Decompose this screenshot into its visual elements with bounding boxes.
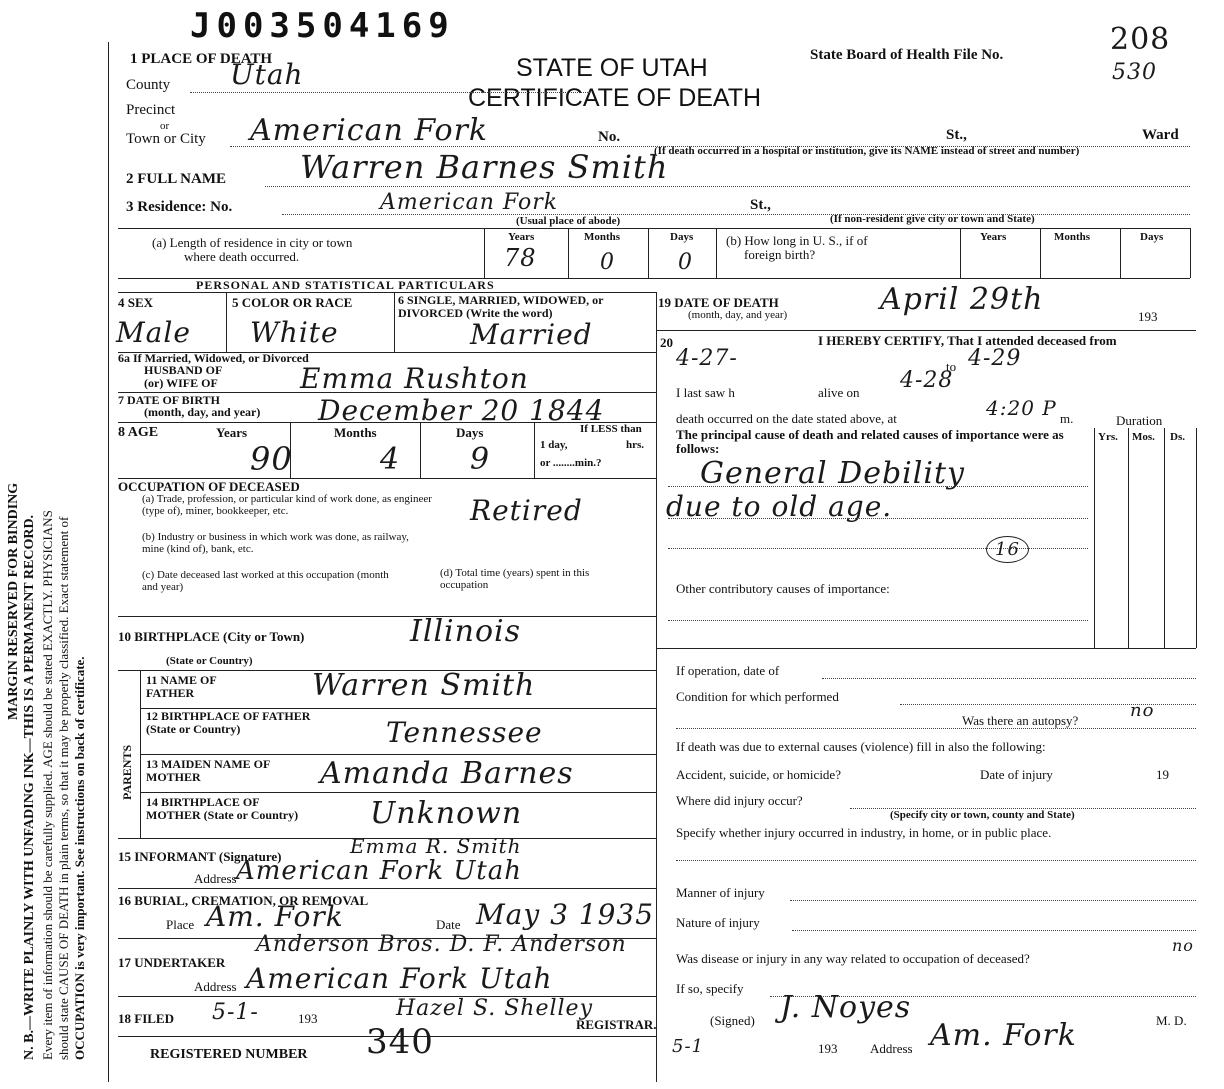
res-col3 — [648, 228, 649, 278]
mother-bp-label: 14 BIRTHPLACE OF MOTHER (State or Country) — [146, 795, 299, 822]
filed-year: 193 — [298, 1011, 318, 1026]
ward-label: Ward — [1142, 127, 1179, 143]
informant-label: 15 INFORMANT (Signature) — [118, 849, 282, 864]
us-days-label: Days — [1140, 231, 1164, 243]
dod-label: 19 DATE OF DEATH — [658, 295, 779, 310]
no-label: No. — [598, 129, 621, 145]
age-col1 — [290, 422, 291, 478]
related-value: no — [1172, 936, 1194, 955]
m-label: m. — [1060, 411, 1074, 426]
informant-addr-label: Address — [194, 871, 237, 886]
op-line — [822, 678, 1196, 679]
file-no: 208 — [1110, 22, 1171, 57]
spouse-l1: 6a If Married, Widowed, or Divorced — [118, 351, 309, 365]
informant-value: Emma R. Smith — [350, 834, 522, 858]
birthplace-state: (State or Country) — [166, 655, 253, 667]
age-days-label: Days — [456, 425, 484, 440]
us-col2 — [1040, 228, 1041, 278]
margin-line1: N. B.—WRITE PLAINLY WITH UNFADING INK—THIS IS A PERMANENT RECORD. — [22, 514, 37, 1060]
ds-label: Ds. — [1170, 431, 1185, 443]
center-divider — [656, 292, 657, 1082]
residence-line — [282, 214, 1190, 215]
specify-label: Specify whether injury occurred in industry, in home, or in public place. — [676, 825, 1052, 840]
age-days: 9 — [470, 442, 491, 477]
manner-label: Manner of injury — [676, 885, 765, 900]
us-col1 — [960, 228, 961, 278]
father-bp-label: 12 BIRTHPLACE OF FATHER (State or Country) — [146, 709, 311, 736]
mos-label: Mos. — [1132, 431, 1155, 443]
mother-bp-value: Unknown — [370, 796, 523, 831]
death-time: 4:20 P — [986, 396, 1057, 420]
certificate-title: CERTIFICATE OF DEATH — [468, 84, 762, 112]
where-note: (Specify city or town, county and State) — [890, 809, 1075, 821]
condition-label: Condition for which performed — [676, 689, 839, 704]
res-col4 — [716, 228, 717, 278]
related-label: Was disease or injury in any way related to occupation of deceased? — [676, 951, 1030, 966]
undertaker-value: Anderson Bros. D. F. Anderson — [256, 932, 627, 957]
us-label: (b) How long in U. S., if of — [726, 233, 868, 248]
length-res-label: (a) Length of residence in city or town — [152, 235, 353, 250]
age-years-label: Years — [216, 425, 248, 440]
particulars-title: PERSONAL AND STATISTICAL PARTICULARS — [196, 278, 495, 292]
margin-binding: MARGIN RESERVED FOR BINDING — [6, 482, 21, 720]
left-border — [108, 42, 109, 1082]
color-label: 5 COLOR OR RACE — [232, 295, 353, 310]
dod-year: 193 — [1138, 309, 1158, 324]
place-label: 1 PLACE OF DEATH — [130, 51, 273, 67]
yrs-label: Yrs. — [1098, 431, 1118, 443]
nature-label: Nature of injury — [676, 915, 760, 930]
age-label: 8 AGE — [118, 425, 159, 440]
single-value: Married — [470, 318, 593, 351]
occ-a: (a) Trade, profession, or particular kind of work done, as engineer (type of), miner, bookkeeper, etc. — [142, 493, 432, 517]
us-col4 — [1190, 228, 1191, 278]
county-value: Utah — [230, 58, 304, 91]
hrs: hrs. — [626, 439, 645, 451]
undertaker-addr: American Fork Utah — [246, 962, 553, 995]
state-title: STATE OF UTAH — [516, 54, 708, 82]
undertaker-label: 17 UNDERTAKER — [118, 955, 226, 970]
age-years: 90 — [250, 440, 293, 478]
burial-date: May 3 1935 — [476, 898, 655, 931]
other-line1 — [668, 620, 1088, 621]
res-months-label: Months — [584, 231, 621, 243]
alive-date: 4-28 — [900, 368, 954, 393]
row-fbp-bottom — [140, 754, 656, 755]
age-months-label: Months — [334, 425, 377, 440]
file-no-label: State Board of Health File No. — [810, 47, 1004, 63]
nonresident-note: (If non-resident give city or town and State) — [830, 213, 1035, 225]
med-row-cause-bottom — [656, 648, 1196, 649]
sign-year: 193 — [818, 1041, 838, 1056]
certify-text: I HEREBY CERTIFY, That I attended deceased from — [818, 333, 1117, 348]
father-label: 11 NAME OF FATHER — [146, 673, 217, 700]
town-value: American Fork — [250, 113, 489, 148]
res-col1 — [484, 228, 485, 278]
occupation-title: OCCUPATION OF DECEASED — [118, 479, 300, 494]
dob-value: December 20 1844 — [318, 394, 605, 427]
sex-value: Male — [116, 316, 191, 349]
res-days-label: Days — [670, 231, 694, 243]
margin-line4: OCCUPATION is very important. See instructions on back of certificate. — [72, 656, 87, 1060]
reg-number-label: REGISTERED NUMBER — [150, 1047, 308, 1062]
res-table-top — [118, 228, 1190, 229]
cause-label: The principal cause of death and related causes of importance were as follows: — [676, 427, 1064, 456]
cause-code: 16 — [986, 536, 1029, 563]
burial-label: 16 BURIAL, CREMATION, OR REMOVAL — [118, 893, 369, 908]
age-col3 — [534, 422, 535, 478]
occ-d: (d) Total time (years) spent in this occupation — [440, 567, 590, 591]
row-occ-bottom — [118, 616, 656, 617]
filed-value: 5-1- — [212, 1000, 259, 1025]
st-label: St., — [946, 127, 967, 143]
usual-abode: (Usual place of abode) — [516, 215, 621, 227]
us-label2: foreign birth? — [744, 247, 816, 262]
full-name-value: Warren Barnes Smith — [300, 148, 669, 186]
one-day: 1 day, — [540, 439, 568, 451]
operation-label: If operation, date of — [676, 663, 780, 678]
attend-from: 4-27- — [676, 346, 738, 371]
mother-label: 13 MAIDEN NAME OF MOTHER — [146, 757, 270, 784]
town-label: Town or City — [126, 131, 206, 147]
father-bp-value: Tennessee — [386, 716, 543, 749]
sex-label: 4 SEX — [118, 295, 154, 310]
md-label: M. D. — [1156, 1013, 1187, 1028]
registrar-label: REGISTRAR. — [576, 1017, 657, 1032]
file-stamp: J003504169 — [190, 6, 455, 46]
ifso-label: If so, specify — [676, 981, 744, 996]
informant-addr: American Fork Utah — [236, 856, 522, 886]
last-saw: I last saw h — [676, 385, 735, 400]
margin-line3: should state CAUSE OF DEATH in plain terms, so that it may be properly classified. Exact statement of — [56, 516, 71, 1060]
us-months-label: Months — [1054, 231, 1091, 243]
cause-2: due to old age. — [666, 490, 893, 523]
med-row1 — [656, 330, 1196, 331]
mother-value: Amanda Barnes — [320, 756, 574, 791]
occupation-value: Retired — [470, 494, 583, 527]
dod-value: April 29th — [880, 282, 1044, 317]
alive-on: alive on — [818, 385, 860, 400]
or-min: or ........min.? — [540, 457, 602, 469]
reg-number: 340 — [366, 1022, 434, 1062]
occ-c: (c) Date deceased last worked at this occupation (month and year) — [142, 569, 389, 593]
external-label: If death was due to external causes (violence) fill in also the following: — [676, 739, 1046, 754]
spouse-l2: HUSBAND OF — [144, 363, 223, 377]
physician-signature: J. Noyes — [780, 990, 912, 1025]
dob-l1: 7 DATE OF BIRTH — [118, 393, 220, 407]
father-value: Warren Smith — [312, 668, 536, 703]
length-res-label2: where death occurred. — [184, 249, 300, 264]
spouse-l3: (or) WIFE OF — [144, 376, 218, 390]
registrar-sig: Hazel S. Shelley — [396, 996, 593, 1021]
autopsy-value: no — [1130, 700, 1155, 721]
date-l: Date — [436, 917, 461, 932]
phys-addr-label: Address — [870, 1041, 913, 1056]
county-label: County — [126, 77, 171, 93]
sign-date: 5-1 — [672, 1036, 704, 1057]
injury-date-label: Date of injury — [980, 767, 1053, 782]
certify-num: 20 — [660, 335, 673, 350]
residence-value: American Fork — [380, 190, 559, 215]
res-years: 78 — [504, 244, 537, 272]
precinct-label: Precinct — [126, 102, 176, 118]
res-months: 0 — [600, 250, 615, 275]
cause-line1 — [668, 486, 1088, 487]
burial-place: Am. Fork — [206, 900, 344, 933]
or-label: or — [160, 120, 170, 132]
us-col3 — [1120, 228, 1121, 278]
signed-label: (Signed) — [710, 1013, 755, 1028]
row-mother-bottom — [140, 792, 656, 793]
name-line — [265, 186, 1190, 187]
occ-b: (b) Industry or business in which work was done, as railway, mine (kind of), bank, etc. — [142, 531, 409, 555]
accident-label: Accident, suicide, or homicide? — [676, 767, 841, 782]
dur-col1 — [1094, 428, 1095, 648]
dur-col3 — [1164, 428, 1165, 648]
manner-line — [790, 900, 1196, 901]
und-addr-label: Address — [194, 979, 237, 994]
age-col2 — [420, 422, 421, 478]
single-label: 6 SINGLE, MARRIED, WIDOWED, or DIVORCED (Write the word) — [398, 293, 604, 320]
sex-col — [226, 292, 227, 352]
injury-year: 19 — [1156, 767, 1169, 782]
to-label: to — [946, 359, 957, 374]
autopsy-label: Was there an autopsy? — [962, 713, 1079, 728]
residence-label: 3 Residence: No. — [126, 199, 233, 215]
cause-1: General Debility — [700, 456, 965, 491]
specify-line — [676, 860, 1196, 861]
cause-line2 — [668, 518, 1088, 519]
cause-line3 — [668, 548, 1088, 549]
attend-to: 4-29 — [968, 346, 1022, 371]
county-line — [190, 92, 590, 93]
where-label: Where did injury occur? — [676, 793, 803, 808]
nature-line — [792, 930, 1196, 931]
dur-col4 — [1196, 428, 1197, 648]
color-col — [394, 292, 395, 352]
autopsy-line — [676, 728, 1196, 729]
parents-label: PARENTS — [120, 744, 134, 800]
row-dob-bottom — [118, 422, 656, 423]
occurred-label: death occurred on the date stated above, at — [676, 411, 897, 426]
dob-l2: (month, day, and year) — [144, 405, 261, 419]
physician-address: Am. Fork — [930, 1018, 1077, 1053]
age-months: 4 — [380, 442, 401, 477]
res-col2 — [568, 228, 569, 278]
duration-label: Duration — [1116, 413, 1163, 428]
less-than: If LESS than — [580, 423, 642, 435]
hospital-note: (If death occurred in a hospital or institution, give its NAME instead of street and number) — [654, 145, 1080, 157]
color-value: White — [250, 316, 339, 349]
row-inf-bottom — [118, 888, 656, 889]
other-causes: Other contributory causes of importance: — [676, 581, 890, 596]
birthplace-value: Illinois — [410, 614, 522, 649]
birthplace-label: 10 BIRTHPLACE (City or Town) — [118, 629, 305, 644]
dur-col2 — [1128, 428, 1129, 648]
place-l: Place — [166, 917, 195, 932]
margin-line2: Every item of information should be carefully supplied. AGE should be stated EXACTLY. PHYSICIANS — [40, 510, 55, 1060]
dod-label2: (month, day, and year) — [688, 309, 788, 321]
residence-st: St., — [750, 197, 771, 213]
spouse-value: Emma Rushton — [300, 362, 529, 395]
res-days: 0 — [678, 250, 693, 275]
full-name-label: 2 FULL NAME — [126, 171, 227, 187]
file-no-2: 530 — [1112, 60, 1157, 85]
us-years-label: Years — [980, 231, 1007, 243]
res-years-label: Years — [508, 231, 535, 243]
filed-label: 18 FILED — [118, 1011, 174, 1026]
